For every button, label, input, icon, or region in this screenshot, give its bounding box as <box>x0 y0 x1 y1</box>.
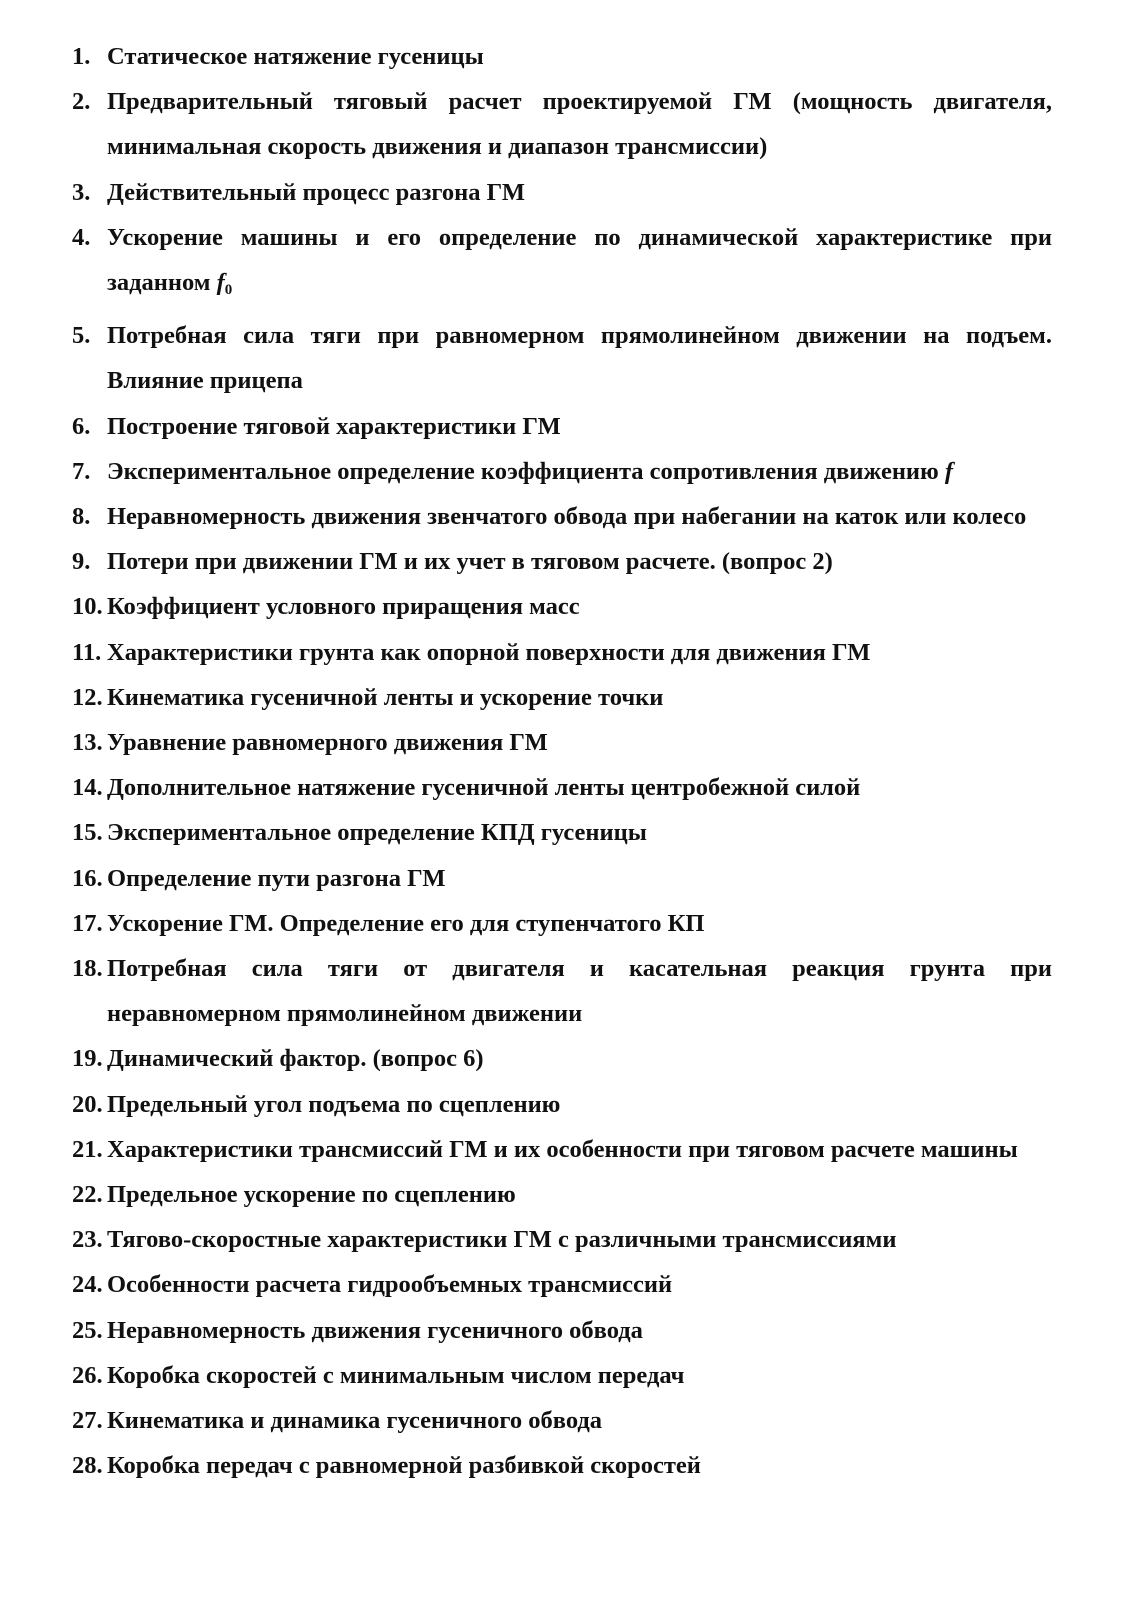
item-number: 17. <box>72 909 103 937</box>
item-text: Потребная сила тяги при равномерном прямолинейном движении на подъем. Влияние прицепа <box>107 322 1052 395</box>
item-number: 27. <box>72 1407 103 1435</box>
list-item <box>72 675 1052 720</box>
list-item <box>72 630 1052 675</box>
item-text: Коробка передач с равномерной разбивкой скоростей <box>107 1452 701 1480</box>
item-text: Действительный процесс разгона ГМ <box>107 178 526 206</box>
item-text: Особенности расчета гидрообъемных трансмиссий <box>107 1271 673 1299</box>
item-text: Статическое натяжение гусеницы <box>107 43 484 70</box>
item-number: 12. <box>72 683 103 711</box>
list-item <box>72 856 1052 901</box>
item-number: 18. <box>72 955 103 983</box>
list-item <box>72 1127 1052 1172</box>
list-item <box>72 584 1052 629</box>
item-text: Динамический фактор. (вопрос 6) <box>107 1045 484 1073</box>
item-number: 16. <box>72 864 103 892</box>
item-text: Характеристики трансмиссий ГМ и их особенности при тяговом расчете машины <box>107 1135 1018 1163</box>
list-item <box>72 720 1052 765</box>
item-number: 3. <box>72 178 91 206</box>
list-item <box>72 765 1052 810</box>
item-text: Коэффициент условного приращения масс <box>107 593 580 621</box>
item-number: 10. <box>72 593 103 621</box>
item-text: Предельный угол подъема по сцеплению <box>107 1090 561 1118</box>
list-item <box>72 79 1052 169</box>
list-item <box>72 1172 1052 1217</box>
item-text: Кинематика и динамика гусеничного обвода <box>107 1407 603 1435</box>
item-text: Характеристики грунта как опорной поверхности для движения ГМ <box>107 638 871 666</box>
item-number: 20. <box>72 1090 103 1118</box>
variable-subscript: 0 <box>224 282 233 299</box>
question-list <box>72 34 1052 1489</box>
list-item <box>72 539 1052 584</box>
item-text-with-variable <box>107 215 1052 313</box>
item-text: Ускорение ГМ. Определение его для ступенчатого КП <box>107 909 705 937</box>
item-text: Ускорение машины и его определение по динамической характеристике при заданном <box>107 223 1052 297</box>
item-text: Неравномерность движения гусеничного обвода <box>107 1316 643 1344</box>
item-text: Экспериментальное определение КПД гусеницы <box>107 819 647 847</box>
list-item <box>72 313 1052 403</box>
item-number: 26. <box>72 1361 103 1389</box>
item-number: 8. <box>72 503 91 531</box>
item-number: 6. <box>72 412 91 440</box>
item-number: 11. <box>72 638 102 666</box>
item-text: Тягово-скоростные характеристики ГМ с различными трансмиссиями <box>107 1226 897 1254</box>
item-number: 25. <box>72 1316 103 1344</box>
list-item <box>72 1082 1052 1127</box>
item-text: Предварительный тяговый расчет проектируемой ГМ (мощность двигателя, минимальная скорость движения и диапазон трансмиссии) <box>107 88 1052 161</box>
item-text: Уравнение равномерного движения ГМ <box>107 729 548 757</box>
item-number: 24. <box>72 1271 103 1299</box>
item-text: Неравномерность движения звенчатого обвода при набегании на каток или колесо <box>107 503 1027 531</box>
list-item <box>72 1217 1052 1262</box>
list-item <box>72 810 1052 855</box>
item-text-with-variable <box>107 449 1052 494</box>
item-number: 2. <box>72 88 91 116</box>
item-text: Построение тяговой характеристики ГМ <box>107 412 561 440</box>
item-number: 28. <box>72 1452 103 1480</box>
item-text: Экспериментальное определение коэффициента сопротивления движению <box>107 457 939 485</box>
list-item <box>72 1443 1052 1488</box>
item-number: 13. <box>72 729 103 757</box>
item-text: Определение пути разгона ГМ <box>107 864 446 892</box>
list-item <box>72 215 1052 313</box>
variable-f: f <box>216 269 225 297</box>
list-item <box>72 170 1052 215</box>
item-text: Потребная сила тяги от двигателя и касательная реакция грунта при неравномерном прямолинейном движении <box>107 955 1052 1028</box>
list-item <box>72 494 1052 539</box>
item-number: 9. <box>72 548 91 576</box>
list-item <box>72 1036 1052 1081</box>
list-item <box>72 1308 1052 1353</box>
list-item <box>72 946 1052 1036</box>
item-number: 4. <box>72 223 91 251</box>
item-number: 1. <box>72 43 91 70</box>
item-number: 14. <box>72 774 103 802</box>
item-number: 19. <box>72 1045 103 1073</box>
item-number: 15. <box>72 819 103 847</box>
item-number: 21. <box>72 1135 103 1163</box>
list-item <box>72 449 1052 494</box>
item-text: Предельное ускорение по сцеплению <box>107 1181 516 1209</box>
item-text: Дополнительное натяжение гусеничной ленты центробежной силой <box>107 774 861 802</box>
list-item <box>72 901 1052 946</box>
item-number: 22. <box>72 1181 103 1209</box>
list-item <box>72 1262 1052 1307</box>
list-item <box>72 1353 1052 1398</box>
item-text: Потери при движении ГМ и их учет в тяговом расчете. (вопрос 2) <box>107 548 833 576</box>
item-text: Кинематика гусеничной ленты и ускорение точки <box>107 683 664 711</box>
item-number: 5. <box>72 322 91 350</box>
list-item <box>72 34 1052 79</box>
list-item <box>72 404 1052 449</box>
item-text: Коробка скоростей с минимальным числом передач <box>107 1361 685 1389</box>
item-number: 23. <box>72 1226 103 1254</box>
item-number: 7. <box>72 457 91 485</box>
variable-f: f <box>944 457 954 485</box>
list-item <box>72 1398 1052 1443</box>
